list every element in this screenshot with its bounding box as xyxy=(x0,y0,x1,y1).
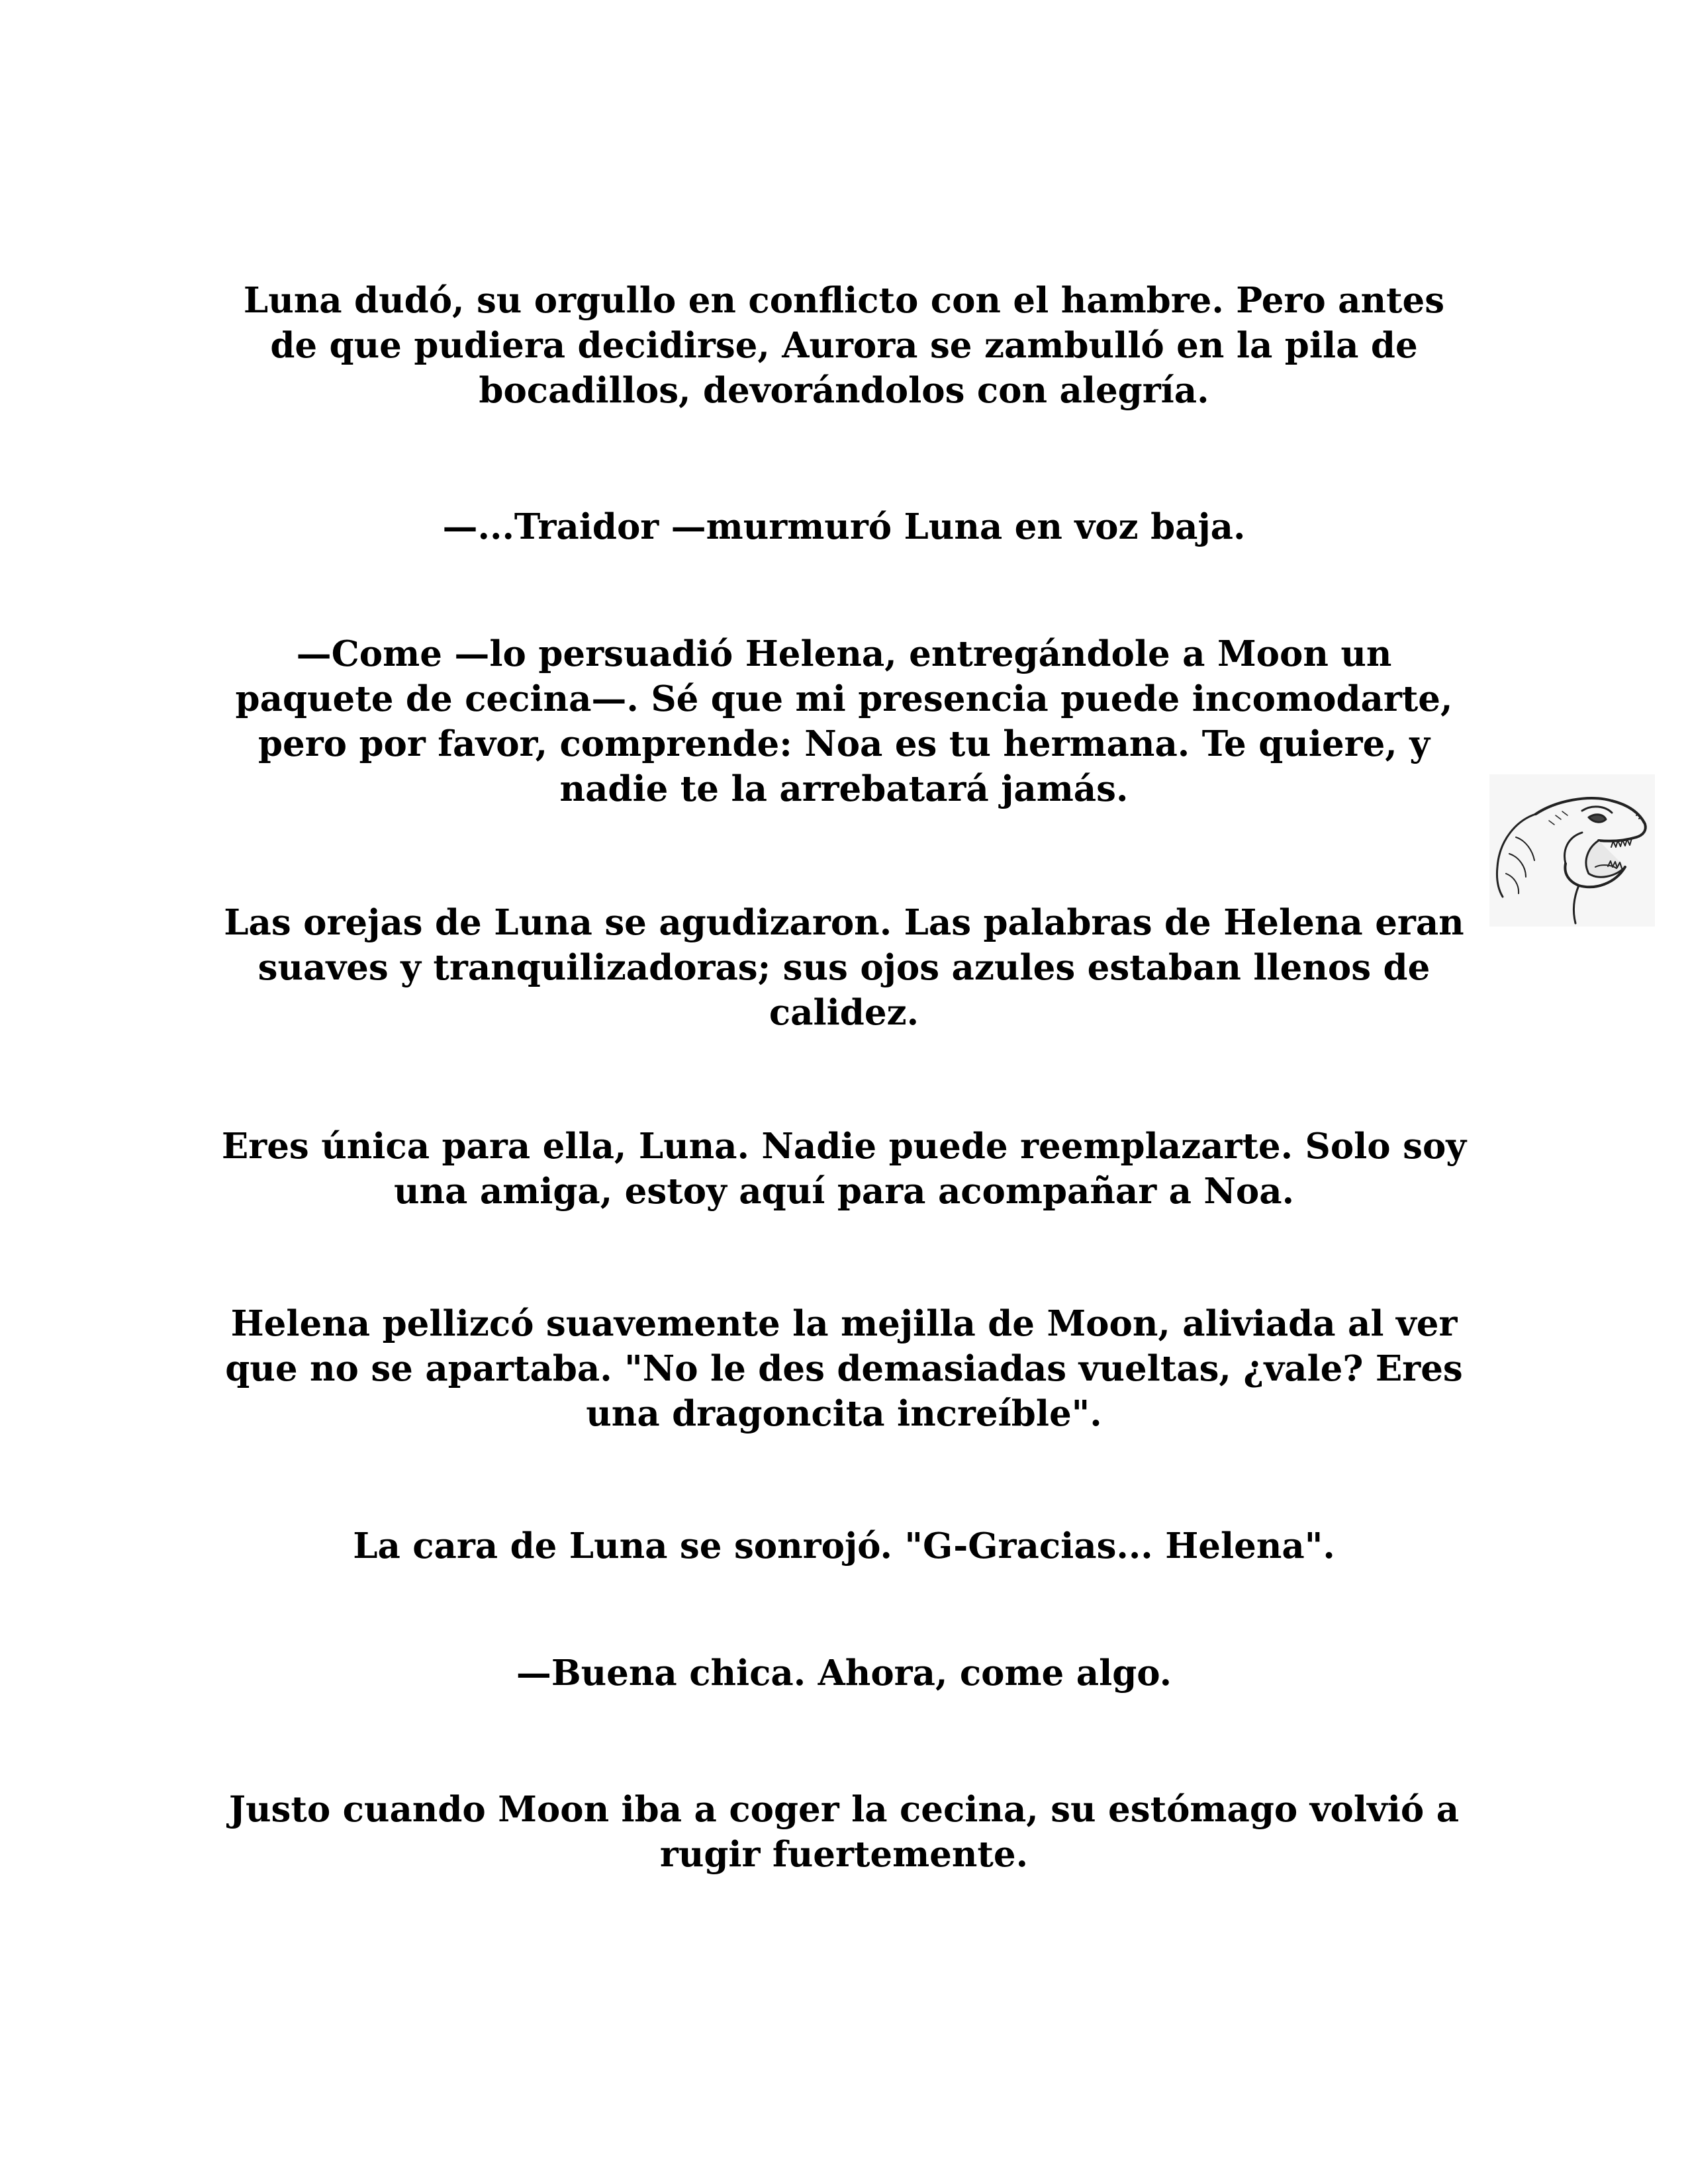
paragraph-5: Eres única para ella, Luna. Nadie puede reemplazarte. Solo soy una amiga, estoy aquí para acompañar a Noa. xyxy=(221,1126,1467,1212)
paragraph-6: Helena pellizcó suavemente la mejilla de Moon, aliviada al ver que no se apartaba. "No le des demasiadas vueltas, ¿vale? Eres una dragoncita increíble". xyxy=(225,1303,1463,1434)
paragraph-2: —...Traidor —murmuró Luna en voz baja. xyxy=(442,506,1246,547)
paragraph-1: Luna dudó, su orgullo en conflicto con el hambre. Pero antes de que pudiera decidirse, Aurora se zambulló en la pila de bocadillos, devorándolos con alegría. xyxy=(243,280,1445,411)
paragraph-9: Justo cuando Moon iba a coger la cecina, su estómago volvió a rugir fuertemente. xyxy=(228,1789,1460,1875)
paragraph-7: La cara de Luna se sonrojó. "G-Gracias... Helena". xyxy=(353,1525,1335,1567)
paragraph-4: Las orejas de Luna se agudizaron. Las palabras de Helena eran suaves y tranquilizadoras; sus ojos azules estaban llenos de calidez. xyxy=(224,902,1464,1033)
paragraph-8: —Buena chica. Ahora, come algo. xyxy=(516,1653,1172,1694)
paragraph-3: —Come —lo persuadió Helena, entregándole a Moon un paquete de cecina—. Sé que mi presencia puede incomodarte, pero por favor, comprende: Noa es tu hermana. Te quiere, y nadie te la arrebatará jamás. xyxy=(235,633,1453,809)
dinosaur-head-sketch-icon xyxy=(1489,774,1655,927)
